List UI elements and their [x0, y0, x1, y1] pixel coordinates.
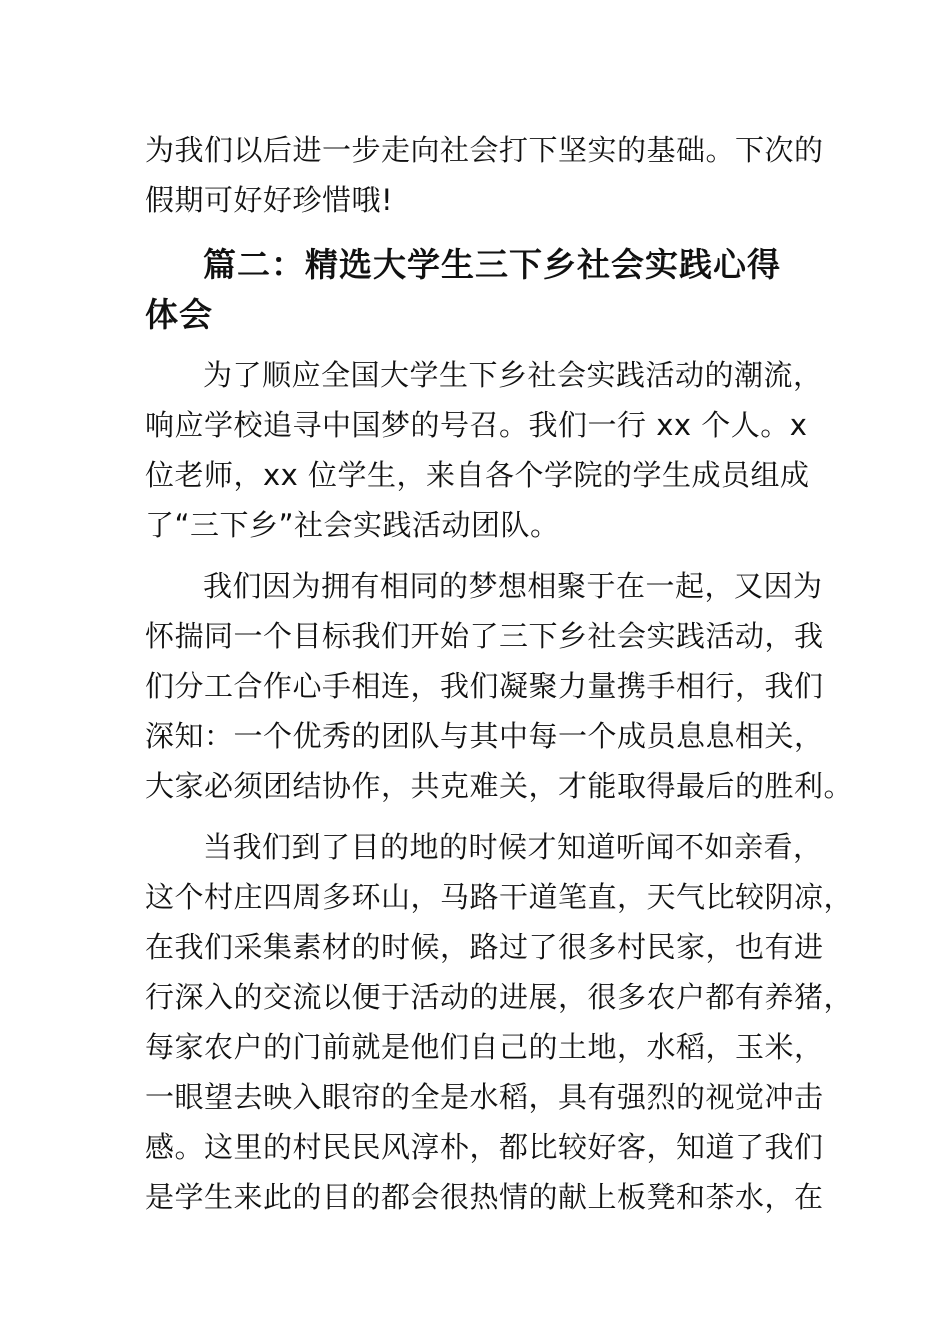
paragraph-line: 当我们到了目的地的时候才知道听闻不如亲看， [203, 830, 823, 864]
paragraph-line: 每家农户的门前就是他们自己的土地，水稻，玉米， [145, 1030, 824, 1064]
paragraph-line: 为了顺应全国大学生下乡社会实践活动的潮流， [203, 358, 823, 392]
paragraph-line: 一眼望去映入眼帘的全是水稻，具有强烈的视觉冲击 [145, 1080, 824, 1114]
paragraph-line: 感。这里的村民民风淳朴，都比较好客，知道了我们 [145, 1130, 824, 1164]
section-heading-continued: 体会 [145, 295, 213, 334]
paragraph-line: 们分工合作心手相连，我们凝聚力量携手相行，我们 [145, 669, 824, 703]
paragraph-line: 位老师，xx 位学生，来自各个学院的学生成员组成 [145, 458, 810, 492]
paragraph-line: 深知：一个优秀的团队与其中每一个成员息息相关， [145, 719, 824, 753]
paragraph-line: 是学生来此的目的都会很热情的献上板凳和茶水，在 [145, 1180, 824, 1214]
paragraph-line: 在我们采集素材的时候，路过了很多村民家，也有进 [145, 930, 824, 964]
paragraph-line: 怀揣同一个目标我们开始了三下乡社会实践活动，我 [145, 619, 824, 653]
paragraph-line: 我们因为拥有相同的梦想相聚于在一起，又因为 [203, 569, 823, 603]
section-heading: 篇二：精选大学生三下乡社会实践心得 [203, 245, 781, 284]
paragraph-line: 响应学校追寻中国梦的号召。我们一行 xx 个人。x [145, 408, 808, 442]
paragraph-line: 大家必须团结协作，共克难关，才能取得最后的胜利。 [145, 769, 854, 803]
paragraph-line: 了“三下乡”社会实践活动团队。 [145, 508, 560, 542]
text-line: 为我们以后进一步走向社会打下坚实的基础。下次的 [145, 133, 824, 167]
paragraph-line: 行深入的交流以便于活动的进展，很多农户都有养猪， [145, 980, 854, 1014]
paragraph-line: 这个村庄四周多环山，马路干道笔直，天气比较阴凉， [145, 880, 854, 914]
text-line: 假期可好好珍惜哦! [145, 183, 394, 217]
